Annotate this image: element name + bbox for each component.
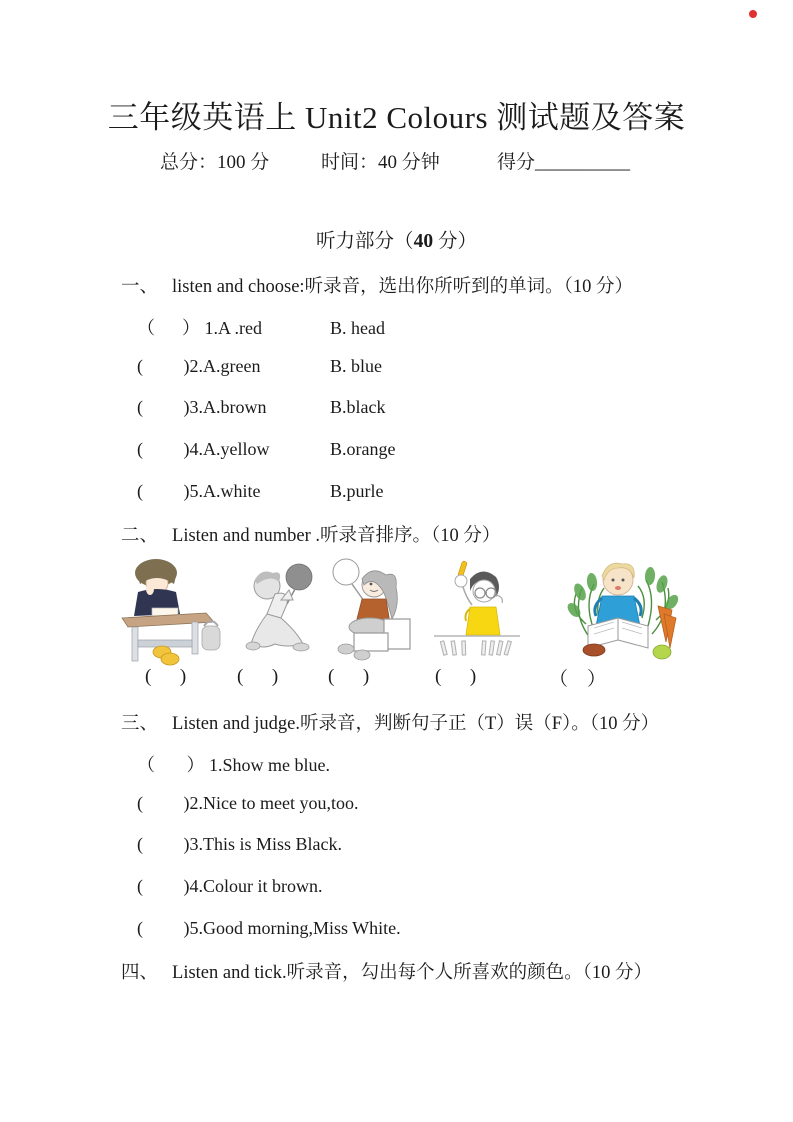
section3-heading	[121, 709, 659, 735]
s3-item-1: （ ） 1.Show me blue.	[137, 755, 330, 775]
page-title: 三年级英语上 Unit2 Colours 测试题及答案	[107, 100, 686, 135]
s1-item-1: （ ） 1.A .red B. head	[137, 318, 385, 338]
s1-item-5: ( )5.A.white B.purle	[137, 481, 384, 501]
score-field	[497, 147, 630, 174]
number-bracket-5: （ ）	[549, 669, 607, 690]
number-bracket-3: ( )	[328, 666, 370, 687]
section2-heading	[121, 521, 500, 547]
time-label: 时间：40 分钟	[321, 152, 440, 173]
listening-points: 40	[413, 231, 434, 252]
section4-heading	[121, 958, 652, 984]
number-bracket-1: ( )	[145, 666, 187, 687]
score-label: 得分	[497, 152, 536, 173]
listening-section-heading: 听力部分（40 分）	[316, 231, 477, 252]
section1-number: 一、	[121, 277, 159, 297]
section1-title: listen and choose:听录音，选出你所听到的单词。（10 分）	[172, 277, 633, 297]
score-blank: __________	[535, 152, 631, 173]
total-score-label: 总分：100 分	[160, 152, 270, 173]
s3-item-2: ( )2.Nice to meet you,too.	[137, 793, 359, 813]
s3-item-3: ( )3.This is Miss Black.	[137, 834, 342, 854]
section2-title: Listen and number .听录音排序。（10 分）	[172, 526, 501, 546]
s3-item-4: ( )4.Colour it brown.	[137, 876, 323, 896]
section1-heading	[121, 272, 633, 298]
section3-number: 三、	[121, 714, 159, 734]
s3-item-5: ( )5.Good morning,Miss White.	[137, 918, 401, 938]
s1-item-4: ( )4.A.yellow B.orange	[137, 439, 396, 459]
s1-item-3: ( )3.A.brown B.black	[137, 397, 386, 417]
s1-item-2: ( )2.A.green B. blue	[137, 356, 382, 376]
red-dot-marker	[749, 10, 757, 18]
number-bracket-4: ( )	[435, 666, 477, 687]
section2-number: 二、	[121, 526, 159, 546]
picture-sketch-child-balloon-icon	[241, 560, 325, 660]
section4-number: 四、	[121, 963, 159, 983]
section3-title: Listen and judge.听录音，判断句子正（T）误（F）。（10 分）	[172, 714, 660, 734]
picture-kid-raising-pencil-icon	[430, 557, 526, 663]
picture-boy-reading-plants-icon	[560, 554, 682, 666]
section4-title: Listen and tick.听录音，勾出每个人所喜欢的颜色。（10 分）	[172, 963, 652, 983]
picture-boy-writing-at-desk-icon	[114, 556, 236, 668]
number-bracket-2: ( )	[237, 666, 279, 687]
picture-girl-balloon-bench-icon	[326, 557, 418, 663]
